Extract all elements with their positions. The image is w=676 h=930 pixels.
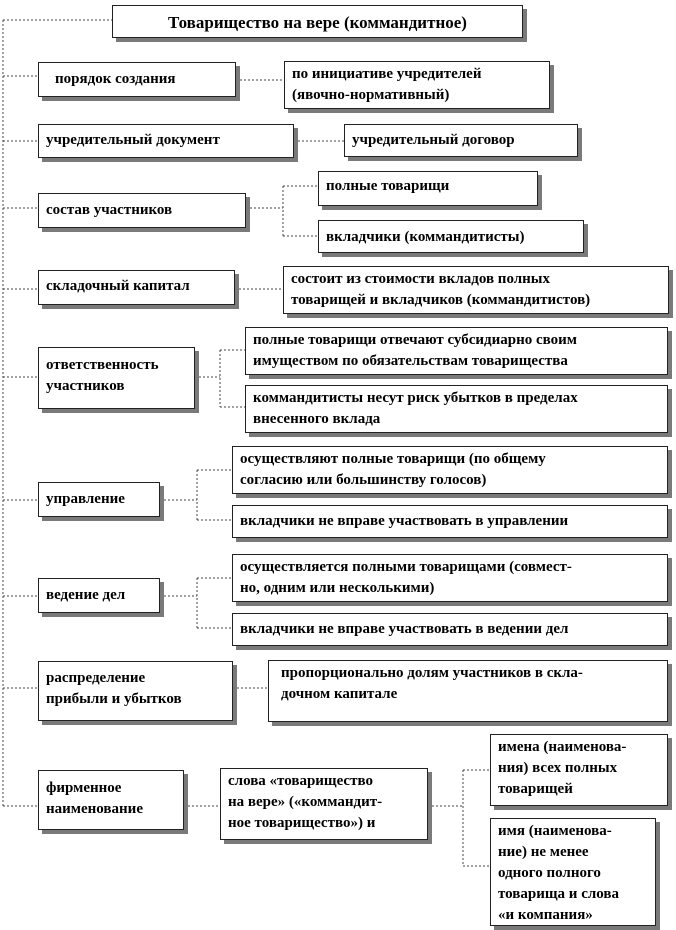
middle-firm-name-words bbox=[220, 768, 428, 840]
detail-line: по инициативе учредителей bbox=[292, 66, 482, 82]
detail-firm-name-all-partners bbox=[490, 734, 668, 806]
detail-line: товарищей bbox=[498, 781, 573, 797]
detail-line: товарищей и вкладчиков (коммандитистов) bbox=[291, 292, 591, 308]
detail-line: осуществляют полные товарищи (по общему bbox=[240, 451, 546, 467]
detail-line: вкладчики не вправе участвовать в ведении дел bbox=[240, 621, 569, 637]
detail-conduct-full bbox=[232, 554, 668, 602]
detail-line: «и компания» bbox=[498, 907, 593, 923]
middle-line: на вере» («коммандит- bbox=[228, 794, 383, 810]
feature-firm-name bbox=[38, 770, 184, 830]
detail-line: вкладчики не вправе участвовать в управлении bbox=[240, 513, 569, 529]
detail-founding-document bbox=[344, 124, 578, 157]
feature-label: прибыли и убытков bbox=[46, 691, 182, 707]
detail-line: товарища и слова bbox=[498, 886, 619, 902]
feature-label: порядок создания bbox=[55, 71, 176, 87]
detail-profit-distribution bbox=[268, 660, 668, 722]
feature-label: распределение bbox=[46, 670, 146, 686]
feature-profit-distribution bbox=[38, 661, 233, 721]
detail-liability-limited bbox=[245, 385, 668, 433]
detail-line: учредительный договор bbox=[352, 132, 515, 148]
feature-label: состав участников bbox=[46, 202, 173, 218]
detail-management-full bbox=[232, 446, 668, 494]
detail-full-partners bbox=[318, 171, 538, 206]
detail-liability-full bbox=[245, 327, 668, 375]
detail-line: имена (наименова- bbox=[498, 739, 627, 755]
page-title: Товарищество на вере (коммандитное) bbox=[112, 5, 523, 38]
detail-line: одного полного bbox=[498, 865, 601, 881]
feature-liability bbox=[38, 347, 195, 409]
detail-creation-order bbox=[284, 61, 550, 109]
detail-line: но, одним или несколькими) bbox=[240, 580, 435, 596]
middle-line: слова «товарищество bbox=[228, 773, 373, 789]
feature-label: учредительный документ bbox=[46, 132, 220, 148]
feature-management bbox=[38, 482, 160, 517]
feature-share-capital bbox=[38, 270, 235, 305]
detail-line: коммандитисты несут риск убытков в пределах bbox=[253, 390, 578, 406]
detail-line: согласию или большинству голосов) bbox=[240, 472, 487, 488]
feature-label: участников bbox=[46, 378, 125, 394]
detail-management-limited bbox=[232, 505, 668, 538]
detail-line: (явочно-нормативный) bbox=[292, 87, 450, 103]
feature-participants bbox=[38, 193, 246, 228]
feature-label: фирменное bbox=[46, 780, 122, 796]
feature-label: ответственность bbox=[46, 357, 159, 373]
feature-creation-order bbox=[38, 62, 236, 97]
detail-line: пропорционально долям участников в скла- bbox=[281, 665, 583, 681]
detail-conduct-limited bbox=[232, 613, 668, 646]
detail-line: вкладчики (коммандитисты) bbox=[326, 229, 525, 245]
detail-limited-partners bbox=[318, 220, 584, 253]
detail-firm-name-one-partner bbox=[490, 818, 656, 926]
detail-line: состоит из стоимости вкладов полных bbox=[291, 271, 551, 287]
middle-line: ное товарищество») и bbox=[228, 815, 376, 831]
feature-founding-document bbox=[38, 124, 294, 158]
detail-line: полные товарищи bbox=[326, 178, 450, 194]
detail-line: полные товарищи отвечают субсидиарно своим bbox=[253, 332, 578, 348]
feature-label: управление bbox=[46, 491, 125, 507]
detail-line: ния) всех полных bbox=[498, 760, 618, 776]
detail-line: осуществляется полными товарищами (совмест- bbox=[240, 559, 572, 575]
detail-line: внесенного вклада bbox=[253, 411, 381, 427]
detail-line: имя (наименова- bbox=[498, 823, 612, 839]
feature-label: складочный капитал bbox=[46, 278, 190, 294]
detail-line: ние) не менее bbox=[498, 844, 589, 860]
feature-label: наименование bbox=[46, 801, 143, 817]
feature-business-conduct bbox=[38, 578, 160, 613]
feature-label: ведение дел bbox=[46, 587, 126, 603]
detail-line: имуществом по обязательствам товарищества bbox=[253, 353, 568, 369]
detail-line: дочном капитале bbox=[281, 686, 398, 702]
detail-share-capital bbox=[283, 266, 669, 314]
